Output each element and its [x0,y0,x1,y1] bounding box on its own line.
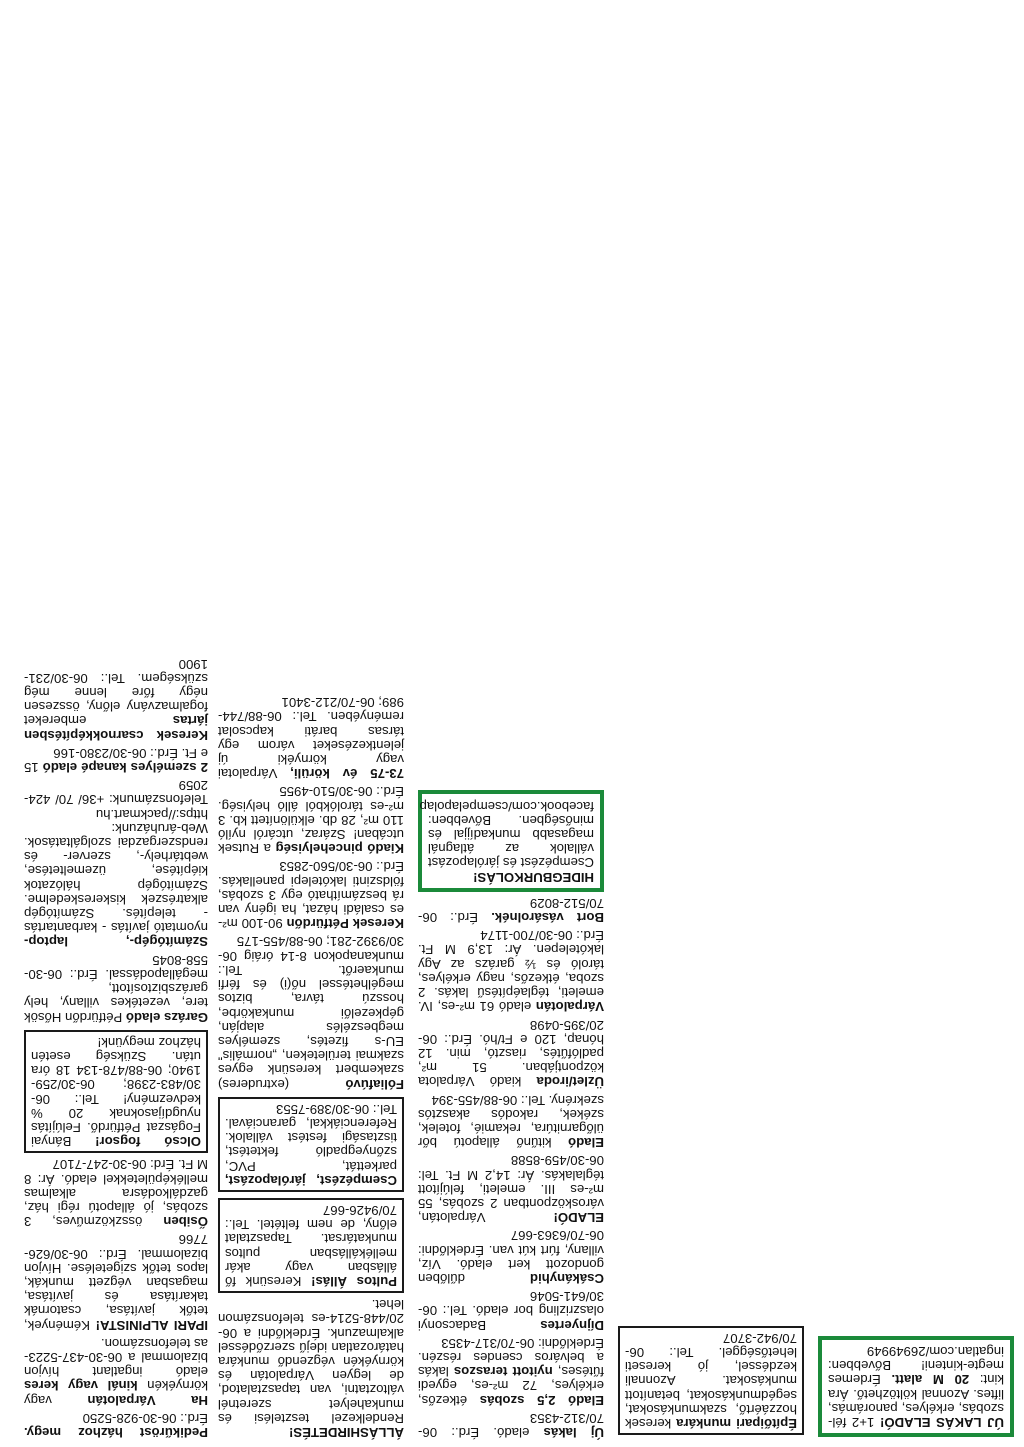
classified-ad [24,656,208,741]
ad-heading: ÚJ LAKÁS ELADÓ! [879,1415,1004,1430]
ad-heading: Üzlet/iroda [536,1074,604,1090]
ad-body: Kémények, tetők javítása, csatornák takarítása és javítása, magasban végzett munkák, lapos tetők szigetelése. Hívjon bizalommal. Érd.: 06-30/626-7766 [24,1232,208,1333]
ad-heading: kinál vagy keres [24,1378,138,1394]
classified-ad [218,1297,404,1439]
ad-heading: Ha Várpalotán [87,1392,208,1408]
boxed-ad-tiling [418,790,604,891]
ad-heading: csarnokképítésben jártas [24,713,208,743]
classified-ad [418,896,604,924]
column-2 [618,1320,804,1439]
classified-ad [418,1153,604,1224]
boxed-ad-flooring [218,1097,404,1192]
ad-heading: Garázs eladó [125,1009,208,1025]
ad-body: lakás a belváros csendes részén. Érdeklődni: 06-70/317-4353 [418,1335,604,1380]
ad-heading: Keresek Pétfürdőn [286,916,404,932]
ad-body: étkezős, erkélyes, 72 m²-es, egyedi fűtéses, [418,1364,604,1408]
ad-heading: ÁLLÁSHIRDETÉS! [288,1425,404,1440]
ad-body: Várpalotán, városközpontban 2 szobás, 55 m²-es III. emeleti, felújított téglalakás. Ár: 14,2 M Ft. Tel: 06-30/459-8588 [418,1153,604,1226]
column-5 [24,652,208,1439]
ad-heading: Kiadó pincehelyiség [275,841,404,857]
ad-body: Érd.: 06-70/512-8029 [418,895,604,926]
boxed-ad-new-apartment [818,1336,1014,1437]
classified-ad [24,1336,208,1407]
ad-body: Érd.: 06-30-928-5250 [82,1410,208,1426]
ad-body: Csempézést és járólapozást vállalok az átlagnál magasabb munkadíjjal és minőségben. Bővebben: facebook.com/csempelapolap [419,798,594,871]
ad-body: eladó. Érd.: 06-70/312-4353 [418,1410,604,1440]
classified-ad [218,859,404,930]
ad-body: kiadó Várpalota központjában. 51 m², padlófűtés, riasztó, min. 12 hónap, 120 e Ft/hó. Érd.: 06-20/395-0498 [418,1017,604,1090]
classified-ad [218,784,404,855]
ad-body: 15 e Ft. Érd.: 06-30/2380-166 [24,745,208,776]
ad-body: kitűnő állapotú bőr ülőgarnitúra, rekamié, fotelek, székek, rakodós akasztós szekrény. Tel.: 06-88/455-394 [418,1092,604,1151]
ad-heading: Csempézést, járólapozást, [225,1172,397,1188]
ad-body: eladó ingatlant hívjon bizalommal a 06-30-437-5223-as telefonszámon. [24,1335,208,1380]
classified-ad [24,1411,208,1439]
ad-heading: Számítógép-, laptop- [24,934,208,950]
classified-ad [418,1092,604,1149]
ad-body: vagy környékén [24,1378,208,1408]
ad-heading: Díjnyertes [540,1317,604,1333]
ad-heading: Új lakás [543,1425,604,1440]
ad-body: eladó 61 m²-es, IV. emeleti, téglaépítésű lakás. 2 szoba, étkezős, nagy erkélyes, tároló és ½ garázs az Agy lakótelepen. Ár: 13,9 M Ft. Érd.: 06-30/700-1174 [418,928,604,1015]
classified-ad [418,1289,604,1332]
classified-ad [24,778,208,948]
ad-body: nyomtató javítás - karbantartás - telepítés. Számítógép alkatrészek kiskereskedelme. Számítógép hálózatok kiépítése, üzemeltetése, webtárhely-, szerver- és rendszergazdai szolgáltatások. Web-áruházunk: https://packmart.hu Telefonszámunk: +36/ 70/ 424-2059 [24,778,208,936]
boxed-ad-construction-work [618,1326,804,1435]
ad-heading: 73-75 év körüli, [290,766,404,782]
ad-body: Várpalotai vagy környéki új jelentkezéseket várom egy társas baráti kapcsolat reményében. Tel.: 06-88/744-989; 06-70/212-3401 [218,695,404,782]
ad-heading: Olcsó fogsor! [95,1134,201,1150]
column-3 [418,784,604,1439]
ad-body: parkettát, PVC, szőnyegpadló fektetést, tisztasági festést vállalok. Referenciákkal, garanciával. Tel.: 06-30/389-7553 [225,1101,397,1174]
classified-ad [24,1232,208,1331]
ad-body: (extruderes) szakembert keresünk egyes szakmai területeken, „normális" EU-s fizetés, személyes megbeszélés alapján, gépkezelői munkakörbe, hosszú távra, biztos megélhetéssel nő(i) és férfi munkaerőt. Tel.: munkanapokon 8-14 óráig 06-30/9392-281; 06-88/455-175 [218,934,404,1092]
ad-heading: Fóliafúvó [345,1076,404,1092]
ad-heading: Várpalotán [535,999,604,1015]
ad-heading: ELADÓ! [553,1210,604,1226]
ad-heading: 2 személyes kanapé eladó [42,760,208,776]
ad-heading: nyitott teraszos [453,1364,553,1380]
ad-heading: Keresek [156,727,208,743]
ad-heading: HIDEGBURKOLÁS! [473,869,594,885]
ad-body: embereket fogalmazvány előny, összesen négy főre lenne még szükségem. Tel.: 06-30/231-1900 [24,656,208,729]
classified-ad [24,746,208,774]
ad-heading: IPARI ALPINISTA! [95,1317,208,1333]
ad-body [143,728,156,743]
ad-body: a Rutsek utcában! Száraz, utcáról nyíló 110 m², 28 db. elkülönített kb. 3 m²-es tárolókból álló helyiség. Érd.: 06-30/510-4955 [218,784,404,857]
ad-heading: Pedikűröst házhoz megy. [24,1425,208,1440]
ad-heading: Ősiben [163,1214,208,1230]
classified-ad [24,1157,208,1228]
classified-ad [218,695,404,780]
classified-ad [418,1411,604,1439]
classified-ad [418,1017,604,1088]
classified-ad [418,928,604,1013]
ad-heading: Eladó 2,5 szobás [479,1392,604,1408]
boxed-ad-bartender [218,1198,404,1293]
column-4 [218,691,404,1439]
ad-heading: 20 M alatt. [891,1372,970,1388]
classified-ad [24,953,208,1024]
classified-ad [218,934,404,1090]
ad-body: keresek hozzáértő, szakmunkásokat, segédmunkásokat, betanított munkásokat. Azonnali kezdéssel, jó kereseti lehetőséggel. Tel.: 06-70/942-3707 [624,1330,797,1431]
ad-body: 90-100 m²-es családi házat, ha igény van rá beszámítható egy 3 szobás, földszinti lakótelepi panellakás. Érd.: 06-30/560-2853 [218,859,404,932]
column-1 [818,1330,1014,1439]
ad-body: Érdemes megte-kinteni! Bővebben: ingatlan.com/26949949 [828,1343,1004,1388]
ad-body: Badacsonyi olaszrizling bor eladó. Tel.: 06-30/641-5046 [418,1289,604,1333]
ad-body: Bányai Fogászat Pétfürdő. Felújítás nyugdíjasoknak 20 % kedvezmény! Tel.: 06-30/483-2398; 06-30/259-1940; 06-88/478-134 18 óra után. Szükség esetén házhoz megyünk! [31,1034,201,1150]
boxed-ad-dentures [24,1030,208,1154]
ad-body: összközműves, 3 szobás, jó állapotú régi ház, gazdálkodásra alkalmas melléképületekkel eladó. Ár: 8 M Ft. Érd: 06-30-247-7107 [24,1157,208,1230]
ad-heading: Építőipari munkára [676,1416,797,1431]
ad-body: dűlőben gondozott kert eladó. Víz, villany, fúrt kút van. Érdeklődni: 06-70/6363-667 [418,1228,604,1286]
ad-body: Pétfürdőn Hősök tere, vezetékes villany, hely garázsbiztosított, megállapodással. Érd.: 06-30-558-8045 [24,952,208,1025]
classified-ad [418,1336,604,1407]
ad-body: 1+2 fél-szobás, erkélyes, panorámás, liftes. Azonnal költözhető. Ára kint: [828,1372,1004,1430]
ad-heading: Bort vásárolnék. [491,910,604,926]
ad-body: Rendelkezel tesztelési és munkahelyet szeretnél változtatni, van tapasztalatod, de legyen Várpalotán és környékén végzendő munkára határozatlan idejű szerződéssel alkalmazunk. Érdeklődni a 06-20/448-5214-es telefonszámon lehet. [218,1297,404,1426]
ad-heading: Eladó [568,1135,604,1151]
classified-ad [418,1228,604,1285]
ad-body: Keresünk fő állásban vagy akár mellékállásban pultos munkatársat. Tapasztalat előny, de nem feltétel. Tel.: 70/9426-667 [225,1202,397,1289]
ad-heading: Pultos Állás! [311,1273,397,1289]
ad-heading: Csákányhid [529,1270,604,1286]
